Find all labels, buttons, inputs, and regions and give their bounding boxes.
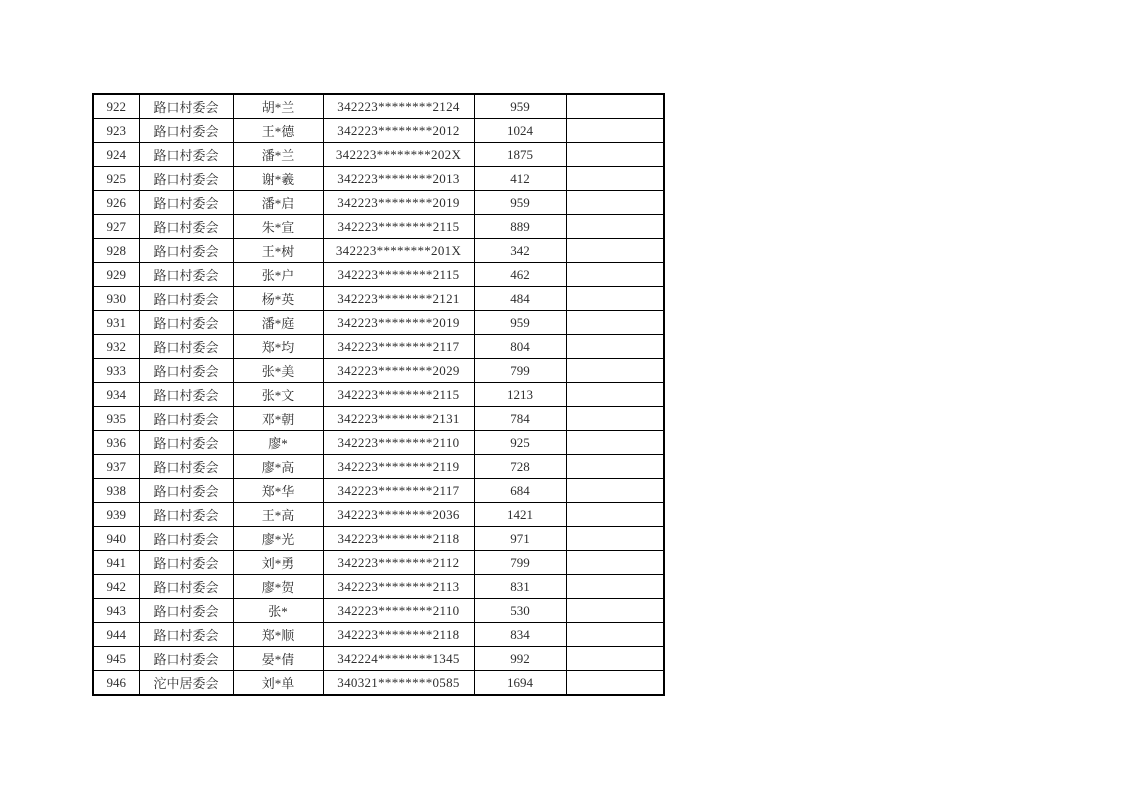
- id-number-cell: 342223********2131: [323, 407, 474, 431]
- committee-cell: 路口村委会: [139, 575, 233, 599]
- table-row: [93, 239, 664, 263]
- name-cell: 刘*勇: [233, 551, 323, 575]
- name-cell: 邓*朝: [233, 407, 323, 431]
- blank-cell: [566, 431, 664, 455]
- id-number-cell: 342223********2118: [323, 527, 474, 551]
- id-number-cell: 342223********2110: [323, 431, 474, 455]
- amount-cell: 1421: [474, 503, 566, 527]
- id-number-cell: 342223********201X: [323, 239, 474, 263]
- table-row: [93, 407, 664, 431]
- row-number-cell: 937: [93, 455, 139, 479]
- row-number-cell: 925: [93, 167, 139, 191]
- table-row: [93, 575, 664, 599]
- records-table: [92, 93, 665, 696]
- row-number-cell: 942: [93, 575, 139, 599]
- name-cell: 王*树: [233, 239, 323, 263]
- table-row: [93, 167, 664, 191]
- blank-cell: [566, 647, 664, 671]
- blank-cell: [566, 359, 664, 383]
- row-number-cell: 922: [93, 94, 139, 119]
- name-cell: 廖*: [233, 431, 323, 455]
- name-cell: 张*美: [233, 359, 323, 383]
- name-cell: 潘*启: [233, 191, 323, 215]
- row-number-cell: 944: [93, 623, 139, 647]
- row-number-cell: 932: [93, 335, 139, 359]
- committee-cell: 路口村委会: [139, 191, 233, 215]
- name-cell: 杨*英: [233, 287, 323, 311]
- amount-cell: 1213: [474, 383, 566, 407]
- committee-cell: 路口村委会: [139, 455, 233, 479]
- row-number-cell: 943: [93, 599, 139, 623]
- table-row: [93, 383, 664, 407]
- blank-cell: [566, 599, 664, 623]
- amount-cell: 831: [474, 575, 566, 599]
- amount-cell: 971: [474, 527, 566, 551]
- committee-cell: 路口村委会: [139, 359, 233, 383]
- blank-cell: [566, 94, 664, 119]
- amount-cell: 799: [474, 551, 566, 575]
- committee-cell: 路口村委会: [139, 143, 233, 167]
- name-cell: 廖*光: [233, 527, 323, 551]
- row-number-cell: 945: [93, 647, 139, 671]
- id-number-cell: 342223********2113: [323, 575, 474, 599]
- table-row: [93, 647, 664, 671]
- blank-cell: [566, 623, 664, 647]
- table-row: [93, 287, 664, 311]
- table-row: [93, 551, 664, 575]
- blank-cell: [566, 143, 664, 167]
- table-row: [93, 335, 664, 359]
- row-number-cell: 946: [93, 671, 139, 696]
- name-cell: 张*: [233, 599, 323, 623]
- table-row: [93, 455, 664, 479]
- blank-cell: [566, 287, 664, 311]
- id-number-cell: 342223********2121: [323, 287, 474, 311]
- id-number-cell: 342223********2110: [323, 599, 474, 623]
- id-number-cell: 342223********2112: [323, 551, 474, 575]
- amount-cell: 530: [474, 599, 566, 623]
- row-number-cell: 938: [93, 479, 139, 503]
- id-number-cell: 342223********2115: [323, 215, 474, 239]
- row-number-cell: 936: [93, 431, 139, 455]
- blank-cell: [566, 455, 664, 479]
- amount-cell: 799: [474, 359, 566, 383]
- amount-cell: 889: [474, 215, 566, 239]
- table-row: [93, 94, 664, 119]
- committee-cell: 路口村委会: [139, 527, 233, 551]
- name-cell: 刘*单: [233, 671, 323, 696]
- table-row: [93, 527, 664, 551]
- amount-cell: 684: [474, 479, 566, 503]
- committee-cell: 路口村委会: [139, 335, 233, 359]
- id-number-cell: 342223********2117: [323, 335, 474, 359]
- committee-cell: 路口村委会: [139, 167, 233, 191]
- table-row: [93, 215, 664, 239]
- blank-cell: [566, 335, 664, 359]
- row-number-cell: 940: [93, 527, 139, 551]
- amount-cell: 484: [474, 287, 566, 311]
- committee-cell: 路口村委会: [139, 239, 233, 263]
- amount-cell: 728: [474, 455, 566, 479]
- id-number-cell: 342223********2012: [323, 119, 474, 143]
- blank-cell: [566, 263, 664, 287]
- committee-cell: 路口村委会: [139, 479, 233, 503]
- committee-cell: 路口村委会: [139, 551, 233, 575]
- row-number-cell: 923: [93, 119, 139, 143]
- committee-cell: 沱中居委会: [139, 671, 233, 696]
- id-number-cell: 342223********2036: [323, 503, 474, 527]
- table-row: [93, 311, 664, 335]
- amount-cell: 1024: [474, 119, 566, 143]
- blank-cell: [566, 551, 664, 575]
- id-number-cell: 342224********1345: [323, 647, 474, 671]
- row-number-cell: 941: [93, 551, 139, 575]
- committee-cell: 路口村委会: [139, 311, 233, 335]
- records-table-body: [93, 94, 664, 695]
- id-number-cell: 342223********2117: [323, 479, 474, 503]
- amount-cell: 959: [474, 311, 566, 335]
- blank-cell: [566, 503, 664, 527]
- blank-cell: [566, 119, 664, 143]
- table-row: [93, 431, 664, 455]
- blank-cell: [566, 167, 664, 191]
- blank-cell: [566, 215, 664, 239]
- committee-cell: 路口村委会: [139, 94, 233, 119]
- name-cell: 张*户: [233, 263, 323, 287]
- committee-cell: 路口村委会: [139, 287, 233, 311]
- blank-cell: [566, 407, 664, 431]
- row-number-cell: 930: [93, 287, 139, 311]
- row-number-cell: 926: [93, 191, 139, 215]
- amount-cell: 1875: [474, 143, 566, 167]
- name-cell: 郑*顺: [233, 623, 323, 647]
- amount-cell: 342: [474, 239, 566, 263]
- amount-cell: 992: [474, 647, 566, 671]
- name-cell: 张*文: [233, 383, 323, 407]
- table-row: [93, 671, 664, 696]
- committee-cell: 路口村委会: [139, 407, 233, 431]
- amount-cell: 462: [474, 263, 566, 287]
- id-number-cell: 342223********2115: [323, 383, 474, 407]
- amount-cell: 834: [474, 623, 566, 647]
- amount-cell: 925: [474, 431, 566, 455]
- table-row: [93, 479, 664, 503]
- name-cell: 王*高: [233, 503, 323, 527]
- blank-cell: [566, 671, 664, 696]
- name-cell: 郑*均: [233, 335, 323, 359]
- committee-cell: 路口村委会: [139, 623, 233, 647]
- blank-cell: [566, 575, 664, 599]
- table-row: [93, 119, 664, 143]
- committee-cell: 路口村委会: [139, 215, 233, 239]
- committee-cell: 路口村委会: [139, 263, 233, 287]
- table-row: [93, 359, 664, 383]
- table-row: [93, 599, 664, 623]
- row-number-cell: 929: [93, 263, 139, 287]
- amount-cell: 784: [474, 407, 566, 431]
- table-row: [93, 191, 664, 215]
- id-number-cell: 342223********2013: [323, 167, 474, 191]
- name-cell: 郑*华: [233, 479, 323, 503]
- id-number-cell: 340321********0585: [323, 671, 474, 696]
- id-number-cell: 342223********2019: [323, 191, 474, 215]
- blank-cell: [566, 311, 664, 335]
- blank-cell: [566, 383, 664, 407]
- amount-cell: 412: [474, 167, 566, 191]
- name-cell: 潘*兰: [233, 143, 323, 167]
- id-number-cell: 342223********2029: [323, 359, 474, 383]
- name-cell: 晏*倩: [233, 647, 323, 671]
- committee-cell: 路口村委会: [139, 431, 233, 455]
- id-number-cell: 342223********202X: [323, 143, 474, 167]
- row-number-cell: 934: [93, 383, 139, 407]
- id-number-cell: 342223********2115: [323, 263, 474, 287]
- amount-cell: 959: [474, 191, 566, 215]
- committee-cell: 路口村委会: [139, 119, 233, 143]
- row-number-cell: 939: [93, 503, 139, 527]
- blank-cell: [566, 191, 664, 215]
- row-number-cell: 927: [93, 215, 139, 239]
- name-cell: 廖*贺: [233, 575, 323, 599]
- row-number-cell: 935: [93, 407, 139, 431]
- name-cell: 廖*高: [233, 455, 323, 479]
- table-row: [93, 143, 664, 167]
- name-cell: 潘*庭: [233, 311, 323, 335]
- id-number-cell: 342223********2118: [323, 623, 474, 647]
- name-cell: 谢*羲: [233, 167, 323, 191]
- name-cell: 朱*宣: [233, 215, 323, 239]
- row-number-cell: 924: [93, 143, 139, 167]
- name-cell: 王*德: [233, 119, 323, 143]
- amount-cell: 1694: [474, 671, 566, 696]
- committee-cell: 路口村委会: [139, 503, 233, 527]
- id-number-cell: 342223********2124: [323, 94, 474, 119]
- table-row: [93, 263, 664, 287]
- committee-cell: 路口村委会: [139, 647, 233, 671]
- row-number-cell: 928: [93, 239, 139, 263]
- amount-cell: 959: [474, 94, 566, 119]
- id-number-cell: 342223********2119: [323, 455, 474, 479]
- row-number-cell: 933: [93, 359, 139, 383]
- row-number-cell: 931: [93, 311, 139, 335]
- id-number-cell: 342223********2019: [323, 311, 474, 335]
- committee-cell: 路口村委会: [139, 383, 233, 407]
- committee-cell: 路口村委会: [139, 599, 233, 623]
- table-row: [93, 623, 664, 647]
- blank-cell: [566, 239, 664, 263]
- name-cell: 胡*兰: [233, 94, 323, 119]
- table-row: [93, 503, 664, 527]
- amount-cell: 804: [474, 335, 566, 359]
- blank-cell: [566, 527, 664, 551]
- blank-cell: [566, 479, 664, 503]
